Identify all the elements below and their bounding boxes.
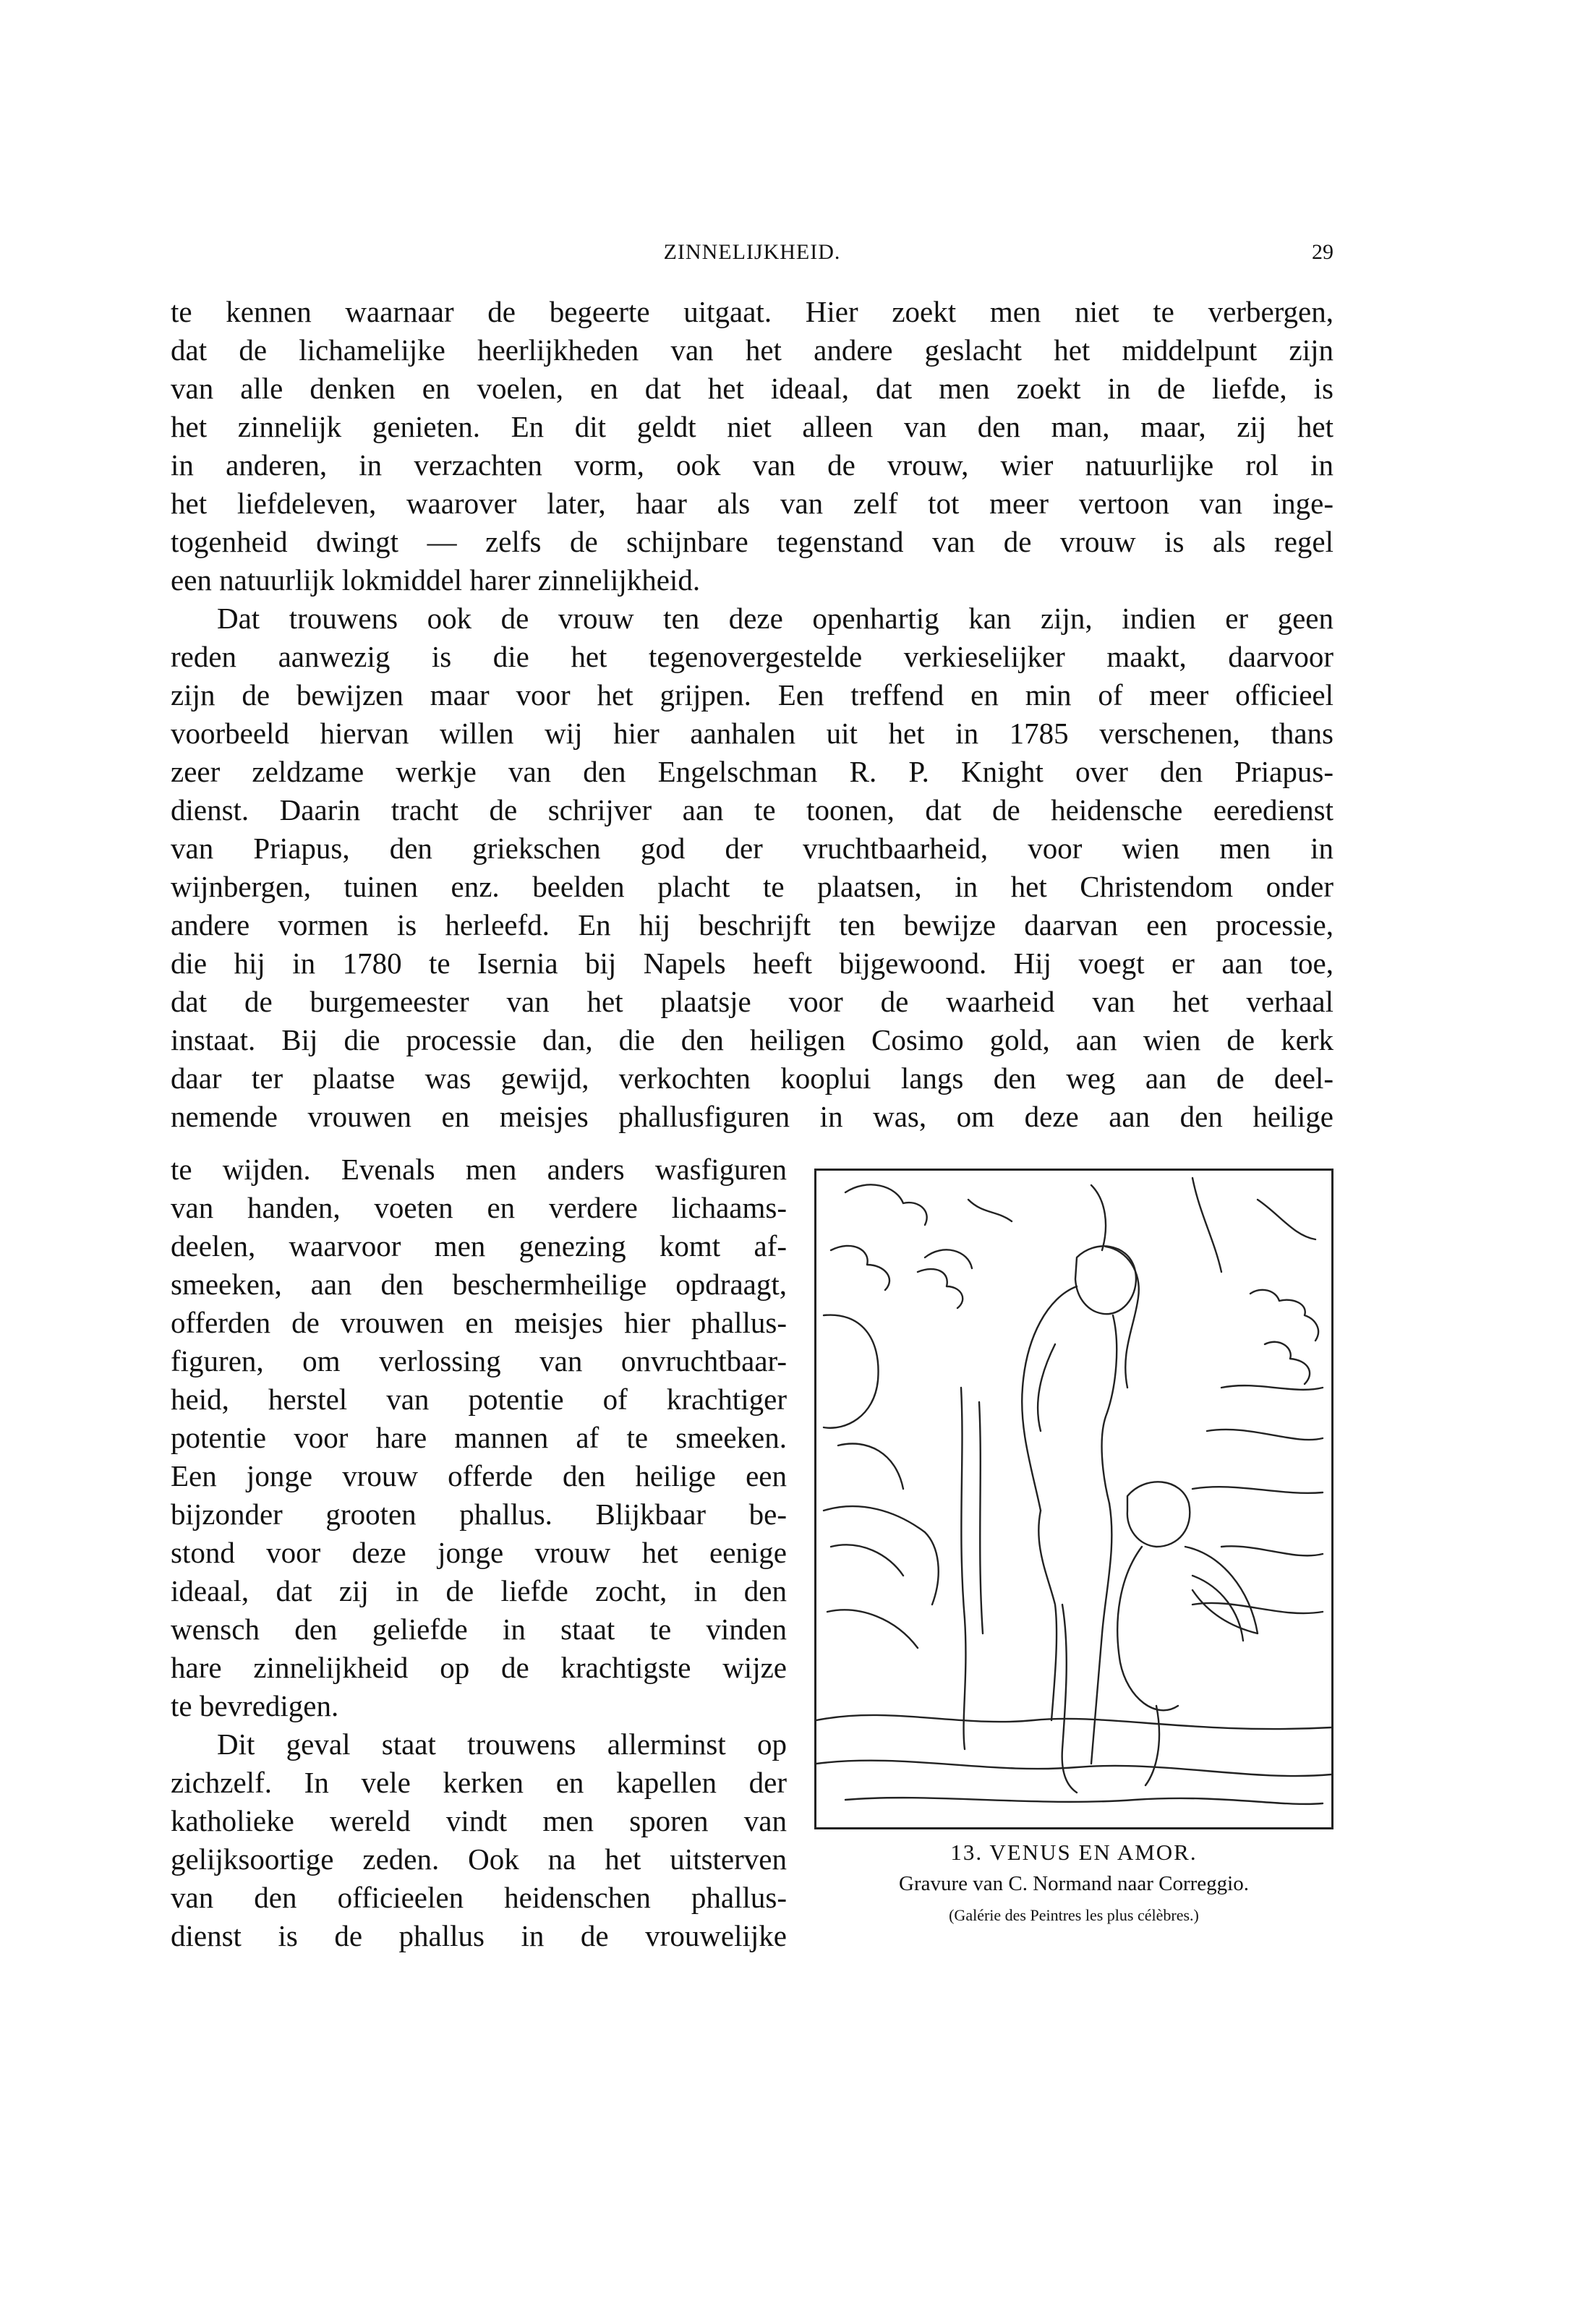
text-line: wensch den geliefde in staat te vinden	[171, 1613, 787, 1646]
text-line: van den officieelen heidenschen phallus-	[171, 1881, 787, 1914]
text-line: Dit geval staat trouwens allerminst op	[217, 1727, 787, 1761]
text-line: togenheid dwingt — zelfs de schijnbare tegenstand van de vrouw is als regel	[171, 525, 1333, 558]
text-line: bijzonder grooten phallus. Blijkbaar be-	[171, 1498, 787, 1531]
figure-caption	[814, 1837, 1333, 1929]
text-line: figuren, om verlossing van onvruchtbaar-	[171, 1344, 787, 1377]
venus-head	[1075, 1246, 1136, 1314]
text-line: dienst is de phallus in de vrouwelijke	[171, 1919, 787, 1952]
text-line: gelijksoortige zeden. Ook na het uitsterven	[171, 1842, 787, 1876]
cloud-stroke	[1091, 1185, 1106, 1250]
running-title: ZINNELIJKHEID.	[663, 240, 841, 264]
rock-stroke	[1221, 1385, 1323, 1390]
foliage-stroke	[1265, 1342, 1310, 1384]
cloud-stroke	[845, 1184, 927, 1225]
cloud-stroke	[1258, 1200, 1315, 1239]
caption-title: 13. VENUS EN AMOR.	[950, 1840, 1198, 1865]
text-line: dienst. Daarin tracht de schrijver aan te toonen, dat de heidensche eeredienst	[171, 793, 1333, 826]
cloud-stroke	[925, 1250, 972, 1268]
text-line: zichzelf. In vele kerken en kapellen der	[171, 1766, 787, 1799]
text-line: het liefdeleven, waarover later, haar als van zelf tot meer vertoon van inge-	[171, 487, 1333, 520]
text-line: van Priapus, den griekschen god der vruchtbaarheid, voor wien men in	[171, 832, 1333, 865]
rock-stroke	[1192, 1487, 1323, 1493]
foliage-stroke	[918, 1269, 963, 1308]
text-line: daar ter plaatse was gewijd, verkochten kooplui langs den weg aan de deel-	[171, 1062, 1333, 1095]
venus-hip	[1038, 1511, 1057, 1720]
rock-stroke	[831, 1545, 903, 1576]
body-text-wrapped-column	[171, 1150, 787, 1955]
ground-stroke	[816, 1715, 1331, 1729]
rock-stroke	[827, 1610, 918, 1648]
cloud-stroke	[831, 1246, 889, 1290]
text-line: offerden de vrouwen en meisjes hier phallus-	[171, 1306, 787, 1339]
text-line: zijn de bewijzen maar voor het grijpen. Een treffend en min of meer officieel	[171, 678, 1333, 712]
text-line: een natuurlijk lokmiddel harer zinnelijkheid.	[171, 563, 701, 597]
figure-venus-en-amor	[814, 1169, 1333, 1929]
venus-back	[1022, 1286, 1077, 1511]
tree-stroke	[979, 1402, 983, 1633]
text-line: van alle denken en voelen, en dat het ideaal, dat men zoekt in de liefde, is	[171, 372, 1333, 405]
text-line: stond voor deze jonge vrouw het eenige	[171, 1536, 787, 1569]
text-line: Dat trouwens ook de vrouw ten deze openhartig kan zijn, indien er geen	[217, 602, 1333, 635]
tree-stroke	[961, 1388, 965, 1749]
text-line: het zinnelijk genieten. En dit geldt niet alleen van den man, maar, zij het	[171, 410, 1333, 443]
foliage-stroke	[1250, 1290, 1318, 1341]
text-line: smeeken, aan den beschermheilige opdraagt,	[171, 1268, 787, 1301]
rock-stroke	[838, 1444, 903, 1490]
text-line: van handen, voeten en verdere lichaams-	[171, 1191, 787, 1224]
running-head	[171, 240, 1333, 272]
rock-stroke	[824, 1315, 879, 1428]
text-line: wijnbergen, tuinen enz. beelden placht te plaatsen, in het Christendom onder	[171, 870, 1333, 903]
cupid-body	[1117, 1547, 1178, 1710]
text-line: zeer zeldzame werkje van den Engelschman R. P. Knight over den Priapus-	[171, 755, 1333, 788]
text-line: hare zinnelijkheid op de krachtigste wijze	[171, 1651, 787, 1684]
cloud-stroke	[968, 1200, 1012, 1221]
venus-leg	[1091, 1503, 1111, 1764]
text-line: dat de lichamelijke heerlijkheden van het andere geslacht het middelpunt zijn	[171, 333, 1333, 367]
cupid-wing	[1192, 1576, 1243, 1641]
text-line: andere vormen is herleefd. En hij beschrijft ten bewijze daarvan een processie,	[171, 908, 1333, 941]
ground-stroke	[816, 1761, 1331, 1776]
rock-stroke	[1207, 1430, 1323, 1440]
cupid-head	[1127, 1482, 1190, 1547]
cupid-wing	[1185, 1547, 1258, 1633]
page-number: 29	[1312, 240, 1333, 264]
text-line: die hij in 1780 te Isernia bij Napels heeft bijgewoond. Hij voegt er aan toe,	[171, 947, 1333, 980]
text-line: deelen, waarvoor men genezing komt af-	[171, 1229, 787, 1263]
venus-leg	[1062, 1605, 1077, 1793]
text-line: te kennen waarnaar de begeerte uitgaat. Hier zoekt men niet te verbergen,	[171, 295, 1333, 328]
text-line: heid, herstel van potentie of krachtiger	[171, 1383, 787, 1416]
text-line: dat de burgemeester van het plaatsje voor de waarheid van het verhaal	[171, 985, 1333, 1018]
rock-stroke	[1221, 1546, 1323, 1555]
cloud-stroke	[1192, 1178, 1221, 1272]
caption-subtitle: Gravure van C. Normand naar Correggio.	[899, 1872, 1249, 1895]
text-line: te wijden. Evenals men anders wasfiguren	[171, 1153, 787, 1186]
text-line: ideaal, dat zij in de liefde zocht, in den	[171, 1574, 787, 1607]
ground-stroke	[845, 1798, 1323, 1804]
text-line: reden aanwezig is die het tegenovergestelde verkieselijker maakt, daarvoor	[171, 640, 1333, 673]
text-line: katholieke wereld vindt men sporen van	[171, 1804, 787, 1837]
text-line: in anderen, in verzachten vorm, ook van de vrouw, wier natuurlijke rol in	[171, 448, 1333, 482]
text-line: potentie voor hare mannen af te smeeken.	[171, 1421, 787, 1454]
venus-front	[1102, 1315, 1117, 1503]
cupid-leg	[1145, 1706, 1159, 1785]
text-line: voorbeeld hiervan willen wij hier aanhalen uit het in 1785 verschenen, thans	[171, 717, 1333, 750]
text-line: te bevredigen.	[171, 1689, 339, 1722]
caption-source: (Galérie des Peintres les plus célèbres.)	[949, 1906, 1199, 1924]
text-line: Een jonge vrouw offerde den heilige een	[171, 1459, 787, 1492]
text-line: instaat. Bij die processie dan, die den heiligen Cosimo gold, aan wien de kerk	[171, 1023, 1333, 1056]
engraving-illustration	[816, 1171, 1331, 1827]
venus-hair	[1106, 1247, 1139, 1388]
engraving-plate	[814, 1169, 1333, 1829]
body-text-full-width	[171, 293, 1333, 1136]
text-line: nemende vrouwen en meisjes phallusfiguren in was, om deze aan den heilige	[171, 1100, 1333, 1133]
venus-arm	[1038, 1344, 1055, 1431]
